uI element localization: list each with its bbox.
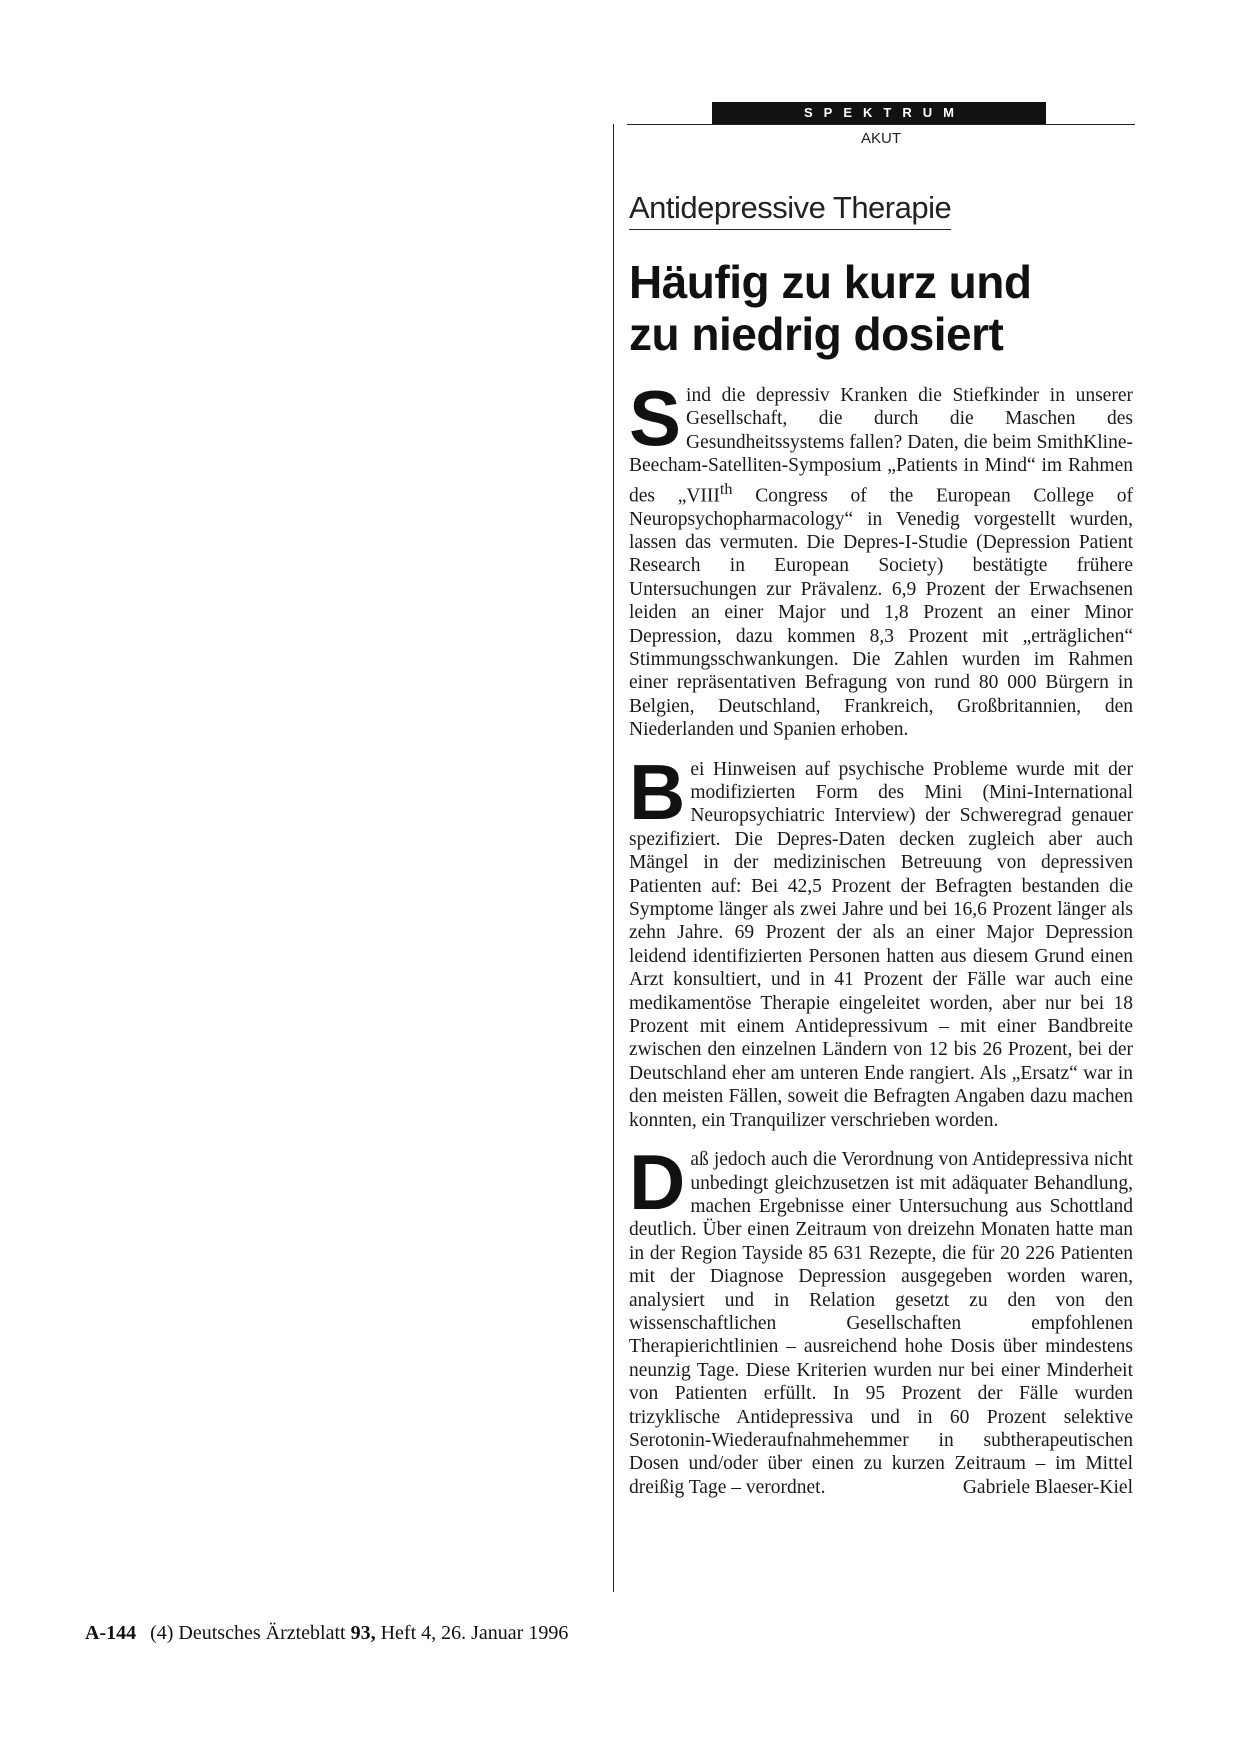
page-footer [85, 1622, 568, 1645]
subsection-label: AKUT [860, 130, 901, 147]
page-number: A-144 [85, 1622, 137, 1644]
paragraph-3 [629, 1138, 1133, 1499]
drop-cap-2: B [629, 747, 686, 836]
column-rule [613, 124, 614, 1592]
paragraph-1-text-cont: Congress of the European College of Neuropsychopharmacology“ in Venedig vorgestellt wurden, lassen das vermuten. Die Depres-I-Studie (Depression Patient Research in European Society) bestätigte frühere Untersuchungen zur Prävalenz. 6,9 Prozent der Erwachsenen leiden an einer Major und 1,8 Prozent an einer Minor Depression, dazu kommen 8,3 Prozent mit „erträglichen“ Stimmungsschwankungen. Die Zahlen wurden im Rahmen einer repräsentativen Befragung von rund 80 000 Bürgern in Belgien, Deutschland, Frankreich, Großbritannien, den Niederlanden und Spanien erhoben. [629, 485, 1134, 741]
drop-cap-1: S [629, 374, 682, 462]
headline-line-1: Häufig zu kurz und [629, 256, 1032, 308]
superscript-th: th [719, 479, 733, 498]
paragraph-2 [629, 747, 1133, 1133]
headline-line-2: zu niedrig dosiert [629, 308, 1004, 360]
journal-issue-suffix: Heft 4, 26. Januar 1996 [375, 1622, 569, 1644]
section-banner: SPEKTRUM [712, 102, 1046, 124]
paragraph-2-text: ei Hinweisen auf psychische Probleme wurde mit der modifizierten Form des Mini (Mini-International Neuropsychiatric Interview) der Schweregrad genauer spezifiziert. Die Depres-Daten decken zugleich aber auch Mängel in der medizinischen Betreuung von depressiven Patienten auf: Bei 42,5 Prozent der Befragten bestanden die Symptome länger als zwei Jahre und bei 16,6 Prozent länger als zehn Jahre. 69 Prozent der als an einer Major Depression leidend identifizierten Personen hatten aus diesem Grund einen Arzt konsultiert, und in 41 Prozent der Fälle war auch eine medikamentöse Therapie eingeleitet worden, aber nur bei 18 Prozent mit einem Antidepressivum – mit einer Bandbreite zwischen den einzelnen Ländern von 12 bis 26 Prozent, bei der Deutschland eher am unteren Ende rangiert. Als „Ersatz“ war in den meisten Fällen, soweit die Befragten Angaben dazu machen konnten, ein Tranquilizer verschrieben worden. [629, 758, 1133, 1131]
journal-issue-prefix: (4) Deutsches Ärzteblatt [150, 1622, 351, 1644]
article [629, 190, 1133, 1499]
header-rule [627, 124, 1135, 125]
paragraph-1 [629, 374, 1134, 742]
journal-volume: 93, [350, 1622, 376, 1644]
article-headline [629, 256, 1133, 360]
paragraph-1-text: ind die depressiv Kranken die Stiefkinder in unserer Gesellschaft, die durch die Maschen des Gesundheitssystems fallen? Daten, die beim SmithKline-Beecham-Satelliten-Symposium „Patients in Mind“ im Rahmen des „VIII [629, 385, 1133, 507]
drop-cap-3: D [629, 1138, 686, 1227]
article-kicker: Antidepressive Therapie [629, 190, 951, 230]
paragraph-3-text: aß jedoch auch die Verordnung von Antidepressiva nicht unbedingt gleichzusetzen ist mit adäquater Behandlung, machen Ergebnisse einer Untersuchung aus Schottland deutlich. Über einen Zeitraum von dreizehn Monaten hatte man in der Region Tayside 85 631 Rezepte, die für 20 226 Patienten mit der Diagnose Depression ausgegeben worden waren, analysiert und in Relation gesetzt zu den von den wissenschaftlichen Gesellschaften empfohlenen Therapierichtlinien – ausreichend hohe Dosis über mindestens neunzig Tage. Diese Kriterien wurden nur bei einer Minderheit von Patienten erfüllt. In 95 Prozent der Fälle wurden trizyklische Antidepressiva und in 60 Prozent selektive Serotonin-Wiederaufnahmehemmer in subtherapeutischen Dosen und/oder über einen zu kurzen Zeitraum – im Mittel dreißig Tage – verordnet. [629, 1149, 1133, 1498]
article-author: Gabriele Blaeser-Kiel [962, 1476, 1133, 1498]
